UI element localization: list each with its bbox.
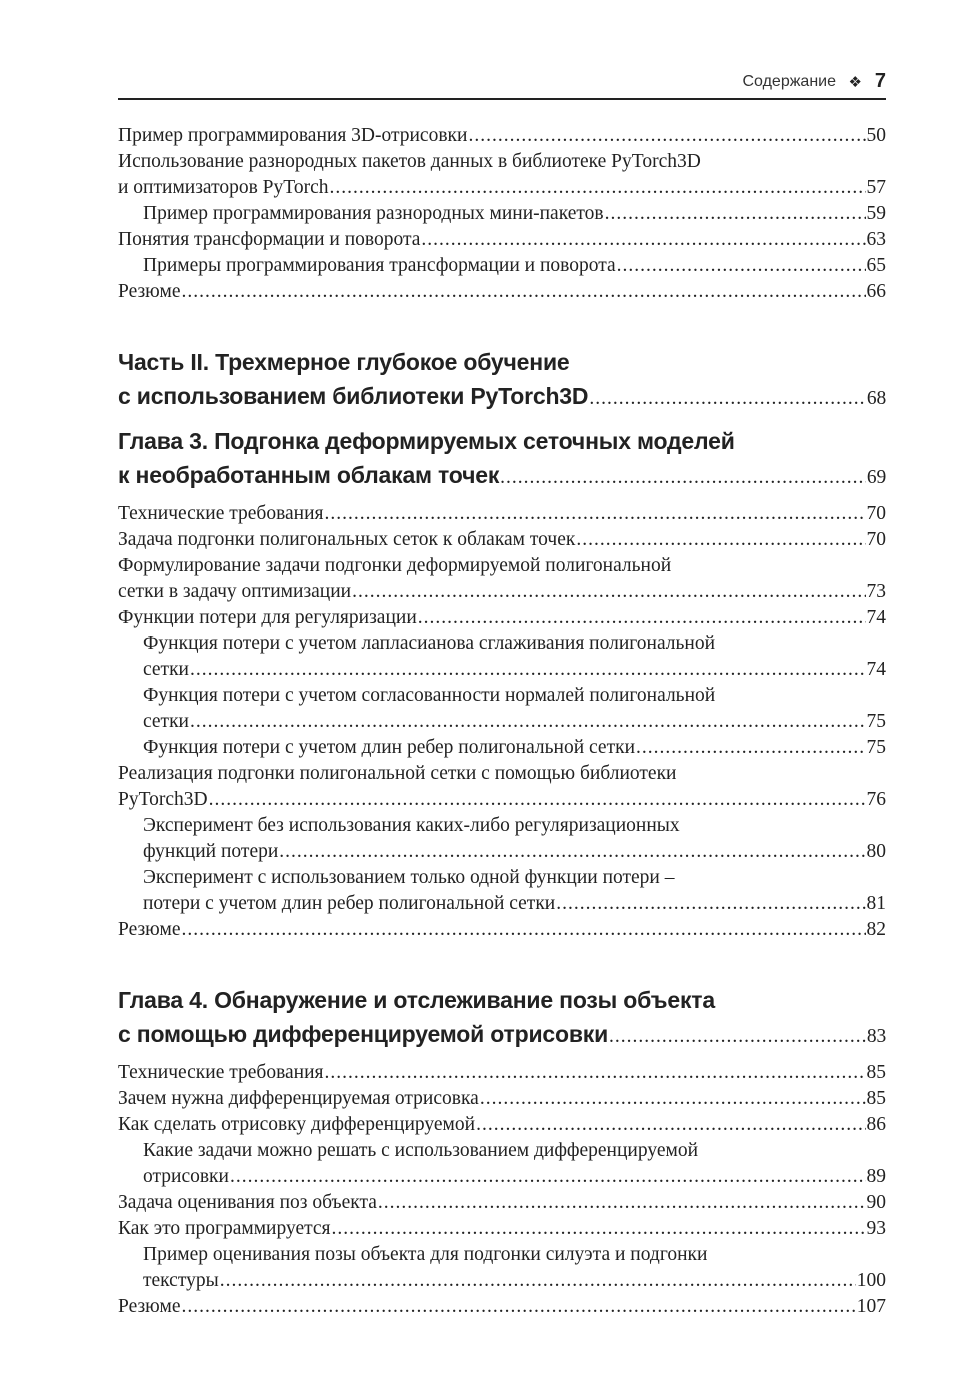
toc-entry-page: 93 [866,1218,886,1239]
toc-entry[interactable] [118,917,886,943]
leader-dots [325,501,866,527]
toc-entry[interactable] [118,761,886,813]
toc-entry-page: 100 [856,1270,886,1291]
toc-entry-title: PyTorch3D [118,789,208,810]
leader-dots [230,1164,866,1190]
toc-entry-title: функций потери [143,841,279,862]
toc-entry[interactable] [118,201,886,227]
leader-dots [190,709,866,735]
leader-dots [500,461,866,495]
toc-entry-page: 63 [866,229,886,250]
toc-entry-page: 50 [866,125,886,146]
toc-entry-line: Реализация подгонки полигональной сетки с помощью библиотеки [118,763,677,784]
toc-entry-page: 57 [866,177,886,198]
toc-entry-title: Задача оценивания поз объекта [118,1192,377,1213]
leader-dots [352,579,865,605]
leader-dots [476,1112,865,1138]
toc-entry[interactable] [118,1216,886,1242]
toc-entry-page: 74 [866,659,886,680]
toc-entry-page: 59 [866,203,886,224]
toc-entry-title: Зачем нужна дифференцируемая отрисовка [118,1088,479,1109]
leader-dots [182,1294,856,1320]
part-heading[interactable] [118,345,886,416]
toc-entry[interactable] [118,631,886,683]
toc-entry-title: сетки в задачу оптимизации [118,581,352,602]
toc-entry-line: Функция потери с учетом согласованности нормалей полигональной [143,685,716,706]
toc-entry-line: Функция потери с учетом лапласианова сглаживания полигональной [143,633,716,654]
chapter-heading[interactable] [118,424,886,495]
toc-entry[interactable] [118,123,886,149]
toc-entry[interactable] [118,227,886,253]
chapter-title-line1: Глава 4. Обнаружение и отслеживание позы объекта [118,987,715,1013]
page-number: 7 [874,70,886,92]
running-title: Содержание [742,73,836,90]
toc-entry[interactable] [118,735,886,761]
toc-section-chapter2-tail [118,123,886,305]
leader-dots [182,917,866,943]
chapter-title-line1: Глава 3. Подгонка деформируемых сеточных моделей [118,428,735,454]
toc-entry[interactable] [118,865,886,917]
toc-entry[interactable] [118,1060,886,1086]
toc-entry-title: Как сделать отрисовку дифференцируемой [118,1114,476,1135]
toc-entry-page: 75 [866,711,886,732]
toc-entry-page: 86 [866,1114,886,1135]
toc-entry-title: Понятия трансформации и поворота [118,229,421,250]
table-of-contents [118,123,886,1320]
toc-entry[interactable] [118,527,886,553]
toc-entry[interactable] [118,1138,886,1190]
toc-entry-line: Пример оценивания позы объекта для подгонки силуэта и подгонки [143,1244,708,1265]
toc-entry[interactable] [118,1190,886,1216]
toc-section-chapter4 [118,1060,886,1320]
leader-dots [329,175,865,201]
toc-entry-title: сетки [143,711,189,732]
toc-entry-title: и оптимизаторов PyTorch [118,177,329,198]
toc-entry-title: Примеры программирования трансформации и поворота [143,255,616,276]
toc-entry-page: 75 [866,737,886,758]
toc-entry-title: Функции потери для регуляризации [118,607,417,628]
toc-entry[interactable] [118,813,886,865]
toc-entry[interactable] [118,1112,886,1138]
running-header [118,70,886,100]
chapter-page: 83 [866,1026,886,1047]
toc-entry-page: 90 [866,1192,886,1213]
toc-entry-line: Использование разнородных пакетов данных в библиотеке PyTorch3D [118,151,701,172]
leader-dots [609,1020,866,1054]
leader-dots [279,839,865,865]
toc-entry[interactable] [118,683,886,735]
chapter-page: 69 [866,467,886,488]
toc-entry-title: потери с учетом длин ребер полигональной сетки [143,893,556,914]
toc-entry[interactable] [118,279,886,305]
leader-dots [589,382,866,416]
toc-entry-title: Резюме [118,1296,181,1317]
leader-dots [617,253,866,279]
toc-entry-title: Пример программирования разнородных мини-пакетов [143,203,604,224]
toc-entry-page: 89 [866,1166,886,1187]
toc-entry[interactable] [118,253,886,279]
toc-entry[interactable] [118,1242,886,1294]
part-page: 68 [866,388,886,409]
toc-entry-page: 65 [866,255,886,276]
toc-entry-page: 66 [866,281,886,302]
toc-entry-page: 82 [866,919,886,940]
toc-entry-page: 107 [856,1296,886,1317]
toc-entry-page: 70 [866,503,886,524]
toc-entry-title: сетки [143,659,189,680]
chapter-title-line2: к необработанным облакам точек [118,462,500,488]
toc-entry-line: Формулирование задачи подгонки деформируемой полигональной [118,555,672,576]
leader-dots [418,605,866,631]
toc-entry[interactable] [118,149,886,201]
toc-entry-title: отрисовки [143,1166,229,1187]
toc-entry-line: Эксперимент без использования каких-либо регуляризационных [143,815,680,836]
toc-entry-page: 81 [866,893,886,914]
ornament-icon: ❖ [848,73,862,91]
toc-entry-title: Как это программируется [118,1218,331,1239]
leader-dots [220,1268,856,1294]
toc-entry-title: Функция потери с учетом длин ребер полигональной сетки [143,737,636,758]
leader-dots [480,1086,866,1112]
toc-entry[interactable] [118,605,886,631]
leader-dots [182,279,866,305]
leader-dots [332,1216,866,1242]
chapter-title-line2: с помощью дифференцируемой отрисовки [118,1021,609,1047]
leader-dots [421,227,865,253]
toc-entry-title: текстуры [143,1270,219,1291]
toc-entry-page: 73 [866,581,886,602]
toc-entry-page: 85 [866,1062,886,1083]
leader-dots [605,201,866,227]
toc-entry-page: 70 [866,529,886,550]
toc-entry-title: Пример программирования 3D-отрисовки [118,125,468,146]
toc-entry-page: 80 [866,841,886,862]
toc-entry-title: Технические требования [118,1062,324,1083]
leader-dots [468,123,865,149]
toc-entry-page: 76 [866,789,886,810]
toc-entry-title: Технические требования [118,503,324,524]
leader-dots [636,735,865,761]
leader-dots [325,1060,866,1086]
part-title-line1: Часть II. Трехмерное глубокое обучение [118,349,570,375]
toc-entry[interactable] [118,1086,886,1112]
toc-entry[interactable] [118,553,886,605]
toc-section-chapter3 [118,501,886,943]
leader-dots [209,787,866,813]
part-title-line2: с использованием библиотеки PyTorch3D [118,383,589,409]
toc-entry-title: Резюме [118,919,181,940]
toc-entry-title: Задача подгонки полигональных сеток к облакам точек [118,529,576,550]
leader-dots [190,657,866,683]
leader-dots [556,891,865,917]
leader-dots [378,1190,866,1216]
toc-entry[interactable] [118,501,886,527]
toc-entry[interactable] [118,1294,886,1320]
toc-entry-line: Эксперимент с использованием только одной функции потери – [143,867,675,888]
leader-dots [576,527,865,553]
toc-entry-page: 85 [866,1088,886,1109]
toc-entry-page: 74 [866,607,886,628]
toc-entry-line: Какие задачи можно решать с использованием дифференцируемой [143,1140,699,1161]
toc-entry-title: Резюме [118,281,181,302]
chapter-heading[interactable] [118,983,886,1054]
